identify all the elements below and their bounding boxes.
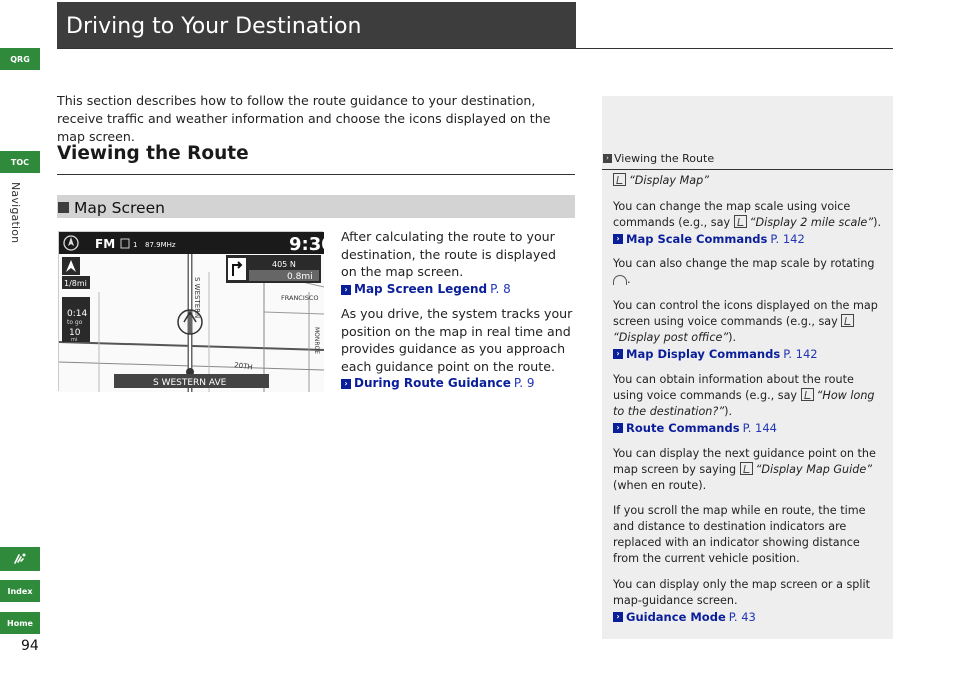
subsection-heading bbox=[57, 195, 575, 218]
voice-command-icon bbox=[613, 173, 626, 186]
distance-to-turn: 0.8mi bbox=[287, 272, 313, 282]
heading-marker-icon: › bbox=[603, 154, 612, 163]
current-street: S WESTERN AVE bbox=[153, 378, 227, 388]
radio-preset: 1 bbox=[133, 241, 138, 249]
guidance-mode-link[interactable]: › Guidance Mode P. 43 bbox=[613, 609, 885, 625]
sidebar-paragraph-3: You can control the icons displayed on the map screen using voice commands (e.g., say “Display post office”). › Map Display Commands P. 142 bbox=[613, 298, 885, 362]
home-tab[interactable]: Home bbox=[0, 612, 40, 634]
sidebar-paragraph-6: If you scroll the map while en route, the time and distance to destination indicators are replaced with an indicator showing distance from the current vehicle position. bbox=[613, 504, 866, 565]
voice-command-icon bbox=[841, 314, 854, 327]
voice-command-icon bbox=[740, 462, 753, 475]
page-number: 94 bbox=[21, 638, 39, 654]
link-arrow-icon: › bbox=[613, 612, 623, 622]
sidebar-paragraph-2: You can also change the map scale by rotating . bbox=[613, 257, 875, 286]
radio-band: FM bbox=[95, 237, 116, 251]
qrg-tab[interactable]: QRG bbox=[0, 48, 40, 70]
clock: 9:30 bbox=[289, 234, 334, 255]
map-screen-legend-link[interactable]: › Map Screen Legend P. 8 bbox=[341, 281, 573, 299]
square-bullet-icon bbox=[58, 202, 69, 213]
link-arrow-icon: › bbox=[613, 234, 623, 244]
eta-miles: 10 bbox=[69, 328, 81, 338]
link-arrow-icon: › bbox=[341, 285, 351, 295]
voice-command-icon bbox=[801, 388, 814, 401]
road-sign: 405 N bbox=[272, 260, 296, 269]
during-route-guidance-link[interactable]: › During Route Guidance P. 9 bbox=[341, 375, 573, 393]
subsection-heading-text: Map Screen bbox=[74, 198, 165, 217]
intro-paragraph: This section describes how to follow the route guidance to your destination, receive traffic and weather information and choose the icons displayed on the map screen. bbox=[57, 93, 551, 144]
title-divider bbox=[57, 48, 893, 49]
interface-dial-icon bbox=[613, 275, 627, 285]
toc-tab[interactable]: TOC bbox=[0, 151, 40, 173]
body-paragraph-1 bbox=[341, 228, 573, 298]
map-screen-image bbox=[58, 231, 334, 391]
sidebar-paragraph-7: You can display only the map screen or a split map-guidance screen. › Guidance Mode P. 43 bbox=[613, 577, 885, 625]
sidebar-heading: › Viewing the Route bbox=[603, 152, 714, 165]
body-paragraph-2 bbox=[341, 305, 573, 393]
voice-command-icon bbox=[12, 551, 28, 567]
sidebar-command: “Display Map” bbox=[613, 173, 885, 189]
radio-frequency: 87.9MHz bbox=[145, 241, 176, 249]
body-paragraph-1-text: After calculating the route to your destination, the route is displayed on the map screen. bbox=[341, 229, 557, 280]
eta-time: 0:14 bbox=[67, 309, 88, 319]
street-label-right: MONROE bbox=[313, 327, 320, 355]
sidebar-divider bbox=[602, 169, 893, 170]
sidebar-paragraph-4: You can obtain information about the route using voice commands (e.g., say “How long to the destination?”). › Route Commands P. 144 bbox=[613, 372, 885, 436]
body-paragraph-2-text: As you drive, the system tracks your position on the map in real time and provides guidance as you approach each guidance point on the route. bbox=[341, 306, 573, 374]
sidebar-paragraph-1: You can change the map scale using voice commands (e.g., say “Display 2 mile scale”). › Map Scale Commands P. 142 bbox=[613, 199, 885, 247]
street-label-francisco: FRANCISCO bbox=[281, 294, 319, 302]
page-title: Driving to Your Destination bbox=[57, 2, 576, 48]
link-arrow-icon: › bbox=[341, 379, 351, 389]
sidebar-paragraph-5: You can display the next guidance point on the map screen by saying “Display Map Guide” (when en route). bbox=[613, 447, 876, 492]
voice-command-icon bbox=[734, 215, 747, 228]
eta-label: to go bbox=[67, 319, 83, 326]
section-vertical-label: Navigation bbox=[9, 182, 22, 244]
street-label-vertical: S WESTERN bbox=[193, 277, 201, 319]
link-arrow-icon: › bbox=[613, 349, 623, 359]
eta-unit: mi bbox=[71, 337, 78, 343]
route-commands-link[interactable]: › Route Commands P. 144 bbox=[613, 420, 885, 436]
map-scale[interactable]: 1/8mi bbox=[64, 279, 87, 288]
voice-command-tab[interactable] bbox=[0, 547, 40, 571]
map-scale-commands-link[interactable]: › Map Scale Commands P. 142 bbox=[613, 231, 885, 247]
section-heading: Viewing the Route bbox=[57, 143, 249, 164]
map-display-commands-link[interactable]: › Map Display Commands P. 142 bbox=[613, 346, 885, 362]
section-divider bbox=[57, 174, 575, 175]
street-label-20th: 20TH bbox=[233, 361, 254, 372]
index-tab[interactable]: Index bbox=[0, 580, 40, 602]
link-arrow-icon: › bbox=[613, 423, 623, 433]
